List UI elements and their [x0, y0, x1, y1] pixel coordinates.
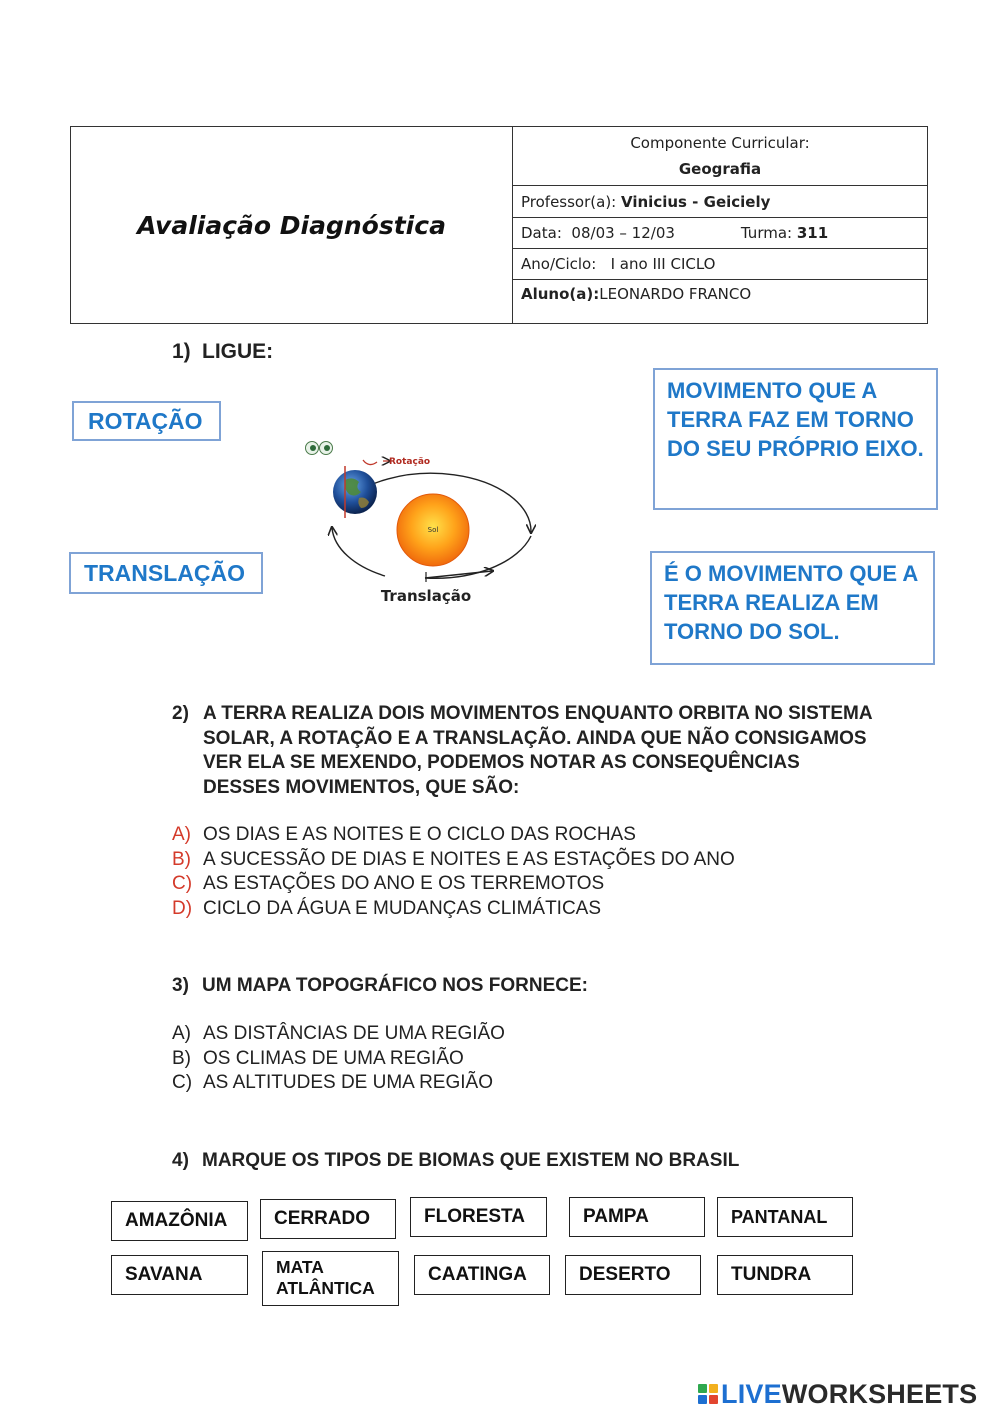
header-info-cell [513, 127, 927, 323]
q2-option-a[interactable] [172, 823, 735, 848]
componente-value: Geografia [678, 160, 762, 178]
biome-tundra-label: TUNDRA [731, 1264, 812, 1285]
data-label: Data: [521, 224, 562, 242]
ano-value: I ano III CICLO [610, 255, 716, 273]
q2-option-a-text: OS DIAS E AS NOITES E O CICLO DAS ROCHAS [203, 824, 636, 845]
earth-icon [333, 466, 377, 518]
liveworksheets-logo[interactable] [698, 1378, 977, 1410]
translation-label: Translação [380, 587, 472, 605]
q3-option-c-text: AS ALTITUDES DE UMA REGIÃO [203, 1072, 493, 1094]
turma-label: Turma: [740, 224, 793, 242]
data-value: 08/03 – 12/03 [571, 224, 675, 242]
data-row [513, 218, 927, 249]
sun-label: Sol [427, 526, 439, 534]
q2-option-c-text: AS ESTAÇÕES DO ANO E OS TERREMOTOS [203, 873, 605, 895]
q3-option-a-letter: A) [172, 1023, 191, 1044]
def-rotacao-text: MOVIMENTO QUE A TERRA FAZ EM TORNO DO SEU PRÓPRIO EIXO. [667, 378, 924, 461]
professor-row [513, 186, 927, 218]
biome-tundra[interactable] [717, 1255, 853, 1295]
professor-label: Professor(a): [521, 192, 617, 211]
q2-number: 2) [172, 703, 189, 724]
biome-savana[interactable] [111, 1255, 248, 1295]
q3-option-b[interactable] [172, 1047, 505, 1072]
q4-number: 4) [172, 1150, 189, 1171]
q2-option-b-letter: B) [172, 848, 191, 870]
rotation-annotation [363, 457, 430, 467]
q2-option-c[interactable] [172, 872, 735, 897]
q2-question [172, 702, 872, 800]
q2-text: A TERRA REALIZA DOIS MOVIMENTOS ENQUANTO ORBITA NO SISTEMA SOLAR, A ROTAÇÃO E A TRANSLAÇÃO. AINDA QUE NÃO CONSIGAMOS VER ELA SE MEXENDO, PODEMOS NOTAR AS CONSEQUÊNCIAS DESSES MOVIMENTOS, QUE SÃO: [203, 703, 872, 798]
biome-mata-atlantica-label: MATA ATLÂNTICA [276, 1257, 375, 1298]
biome-savana-label: SAVANA [125, 1264, 203, 1285]
turma-value: 311 [796, 224, 829, 242]
biome-deserto-label: DESERTO [579, 1264, 671, 1285]
biome-pantanal-label: PANTANAL [731, 1206, 828, 1227]
q3-option-b-letter: B) [172, 1047, 191, 1069]
q3-option-c[interactable] [172, 1071, 505, 1096]
q4-heading [172, 1150, 739, 1172]
biome-pantanal[interactable] [717, 1197, 853, 1237]
q2-option-a-letter: A) [172, 824, 191, 845]
q2-option-c-letter: C) [172, 873, 193, 895]
q2-option-d-letter: D) [172, 897, 193, 919]
q3-title: UM MAPA TOPOGRÁFICO NOS FORNECE: [202, 975, 588, 996]
aluno-row [513, 280, 927, 323]
liveworksheets-logo-icon [698, 1384, 718, 1404]
biome-cerrado[interactable] [260, 1199, 396, 1239]
def-rotacao[interactable] [653, 368, 938, 510]
header-title-cell [71, 127, 513, 323]
q1-title: LIGUE: [202, 340, 274, 363]
q3-option-c-letter: C) [172, 1072, 193, 1094]
term-translacao-label: TRANSLAÇÃO [84, 559, 245, 586]
q3-options [172, 1022, 505, 1096]
biome-caatinga[interactable] [414, 1255, 550, 1295]
biome-deserto[interactable] [565, 1255, 701, 1295]
biome-cerrado-label: CERRADO [274, 1208, 371, 1229]
biome-caatinga-label: CAATINGA [428, 1264, 527, 1285]
logo-live-text: LIVE [721, 1378, 782, 1409]
ano-label: Ano/Ciclo: [521, 255, 597, 273]
professor-value: Vinicius - Geiciely [621, 192, 771, 211]
q3-option-b-text: OS CLIMAS DE UMA REGIÃO [203, 1047, 464, 1069]
q2-option-b-text: A SUCESSÃO DE DIAS E NOITES E AS ESTAÇÕES DO ANO [203, 848, 735, 870]
q2-option-b[interactable] [172, 848, 735, 873]
q1-number: 1) [172, 340, 191, 363]
term-translacao[interactable] [69, 552, 263, 594]
orbit-diagram [295, 432, 545, 612]
componente-row [513, 127, 927, 186]
def-translacao-text: É O MOVIMENTO QUE A TERRA REALIZA EM TORNO DO SOL. [664, 561, 918, 644]
aluno-value: LEONARDO FRANCO [599, 285, 752, 303]
biome-amazonia-label: AMAZÔNIA [125, 1210, 228, 1231]
componente-label: Componente Curricular: [630, 134, 810, 152]
aluno-label: Aluno(a): [521, 285, 600, 303]
orbit-diagram-svg [295, 432, 545, 612]
biome-pampa[interactable] [569, 1197, 705, 1237]
page-title: Avaliação Diagnóstica [137, 210, 446, 240]
q2-options [172, 823, 735, 921]
sun-icon [397, 494, 469, 566]
q2-option-d[interactable] [172, 897, 735, 922]
biome-amazonia[interactable] [111, 1201, 248, 1241]
term-rotacao-label: ROTAÇÃO [88, 407, 203, 434]
biome-floresta-label: FLORESTA [424, 1206, 525, 1227]
logo-worksheets-text: WORKSHEETS [781, 1378, 978, 1409]
ano-row [513, 249, 927, 280]
biome-mata-atlantica[interactable] [262, 1251, 399, 1306]
term-rotacao[interactable] [72, 401, 221, 441]
header-table [70, 126, 928, 324]
q3-option-a-text: AS DISTÂNCIAS DE UMA REGIÃO [203, 1023, 505, 1044]
def-translacao[interactable] [650, 551, 935, 665]
q2-option-d-text: CICLO DA ÁGUA E MUDANÇAS CLIMÁTICAS [203, 897, 602, 919]
q4-title: MARQUE OS TIPOS DE BIOMAS QUE EXISTEM NO BRASIL [202, 1150, 740, 1171]
q3-option-a[interactable] [172, 1022, 505, 1047]
biome-floresta[interactable] [410, 1197, 547, 1237]
q3-heading [172, 975, 588, 997]
biome-pampa-label: PAMPA [583, 1206, 649, 1227]
rotation-label: Rotação [389, 457, 431, 467]
q1-heading [172, 340, 273, 364]
q3-number: 3) [172, 975, 189, 996]
liveworksheets-logo-text [721, 1379, 977, 1410]
eyes-icon [306, 442, 333, 455]
